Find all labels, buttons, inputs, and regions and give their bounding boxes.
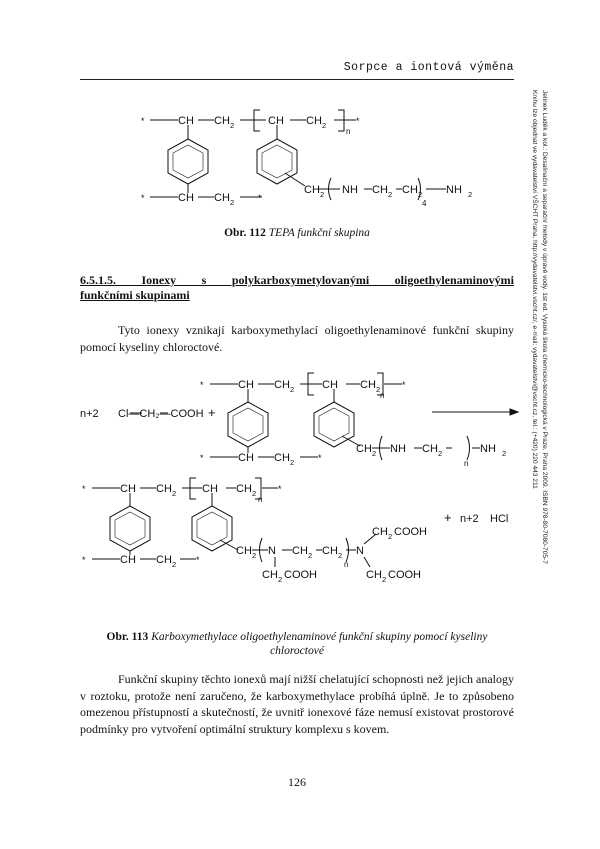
figure113-caption [80, 630, 514, 658]
atom-ch2: CH [262, 569, 278, 581]
atom-ch2: CH [372, 526, 388, 538]
sub-2: 2 [388, 532, 393, 541]
atom-ch2: CH [214, 192, 230, 204]
atom-nh: NH [390, 443, 406, 455]
atom-ch: CH [178, 115, 194, 127]
atom-ch2: CH [366, 569, 382, 581]
paragraph-2-text: Funkční skupiny těchto ionexů mají nižší chelatující schopnosti než jejich analogy v roztoku, protože není zaručeno, že karboxymethylace probíhá úplně. Je to způsobeno omezenou přístupností a skutečností, že uvnitř ionexové fáze nemusí existovat prostorové podmínky pro vytvoření optimální struktury komplexu s kovem. [80, 672, 514, 736]
sub-n: n [346, 127, 351, 136]
plus-sign: + [208, 405, 216, 420]
atom-n: N [268, 545, 276, 557]
page-number: 126 [288, 775, 306, 789]
sub-n: n [258, 495, 263, 504]
atom-ch: CH [120, 483, 136, 495]
atom-nh2: NH [480, 443, 496, 455]
sub-2: 2 [308, 551, 313, 560]
sub-2: 2 [252, 551, 257, 560]
sub-2: 2 [278, 575, 283, 584]
sub-2: 2 [502, 449, 507, 458]
sub-2: 2 [290, 385, 295, 394]
sub-2: 2 [376, 385, 381, 394]
sub-2: 2 [320, 190, 325, 199]
sub-2: 2 [438, 449, 443, 458]
star: * [196, 555, 200, 565]
figure113-caption-text: Karboxymethylace oligoethylenaminové funkční skupiny pomocí kyseliny chloroctové [151, 631, 488, 657]
sub-2: 2 [382, 575, 387, 584]
atom-n: N [356, 545, 364, 557]
atom-ch2: CH [236, 545, 252, 557]
reagent-formula: Cl—CH₂—COOH [118, 408, 204, 420]
atom-ch2: CH [292, 545, 308, 557]
atom-ch2: CH [156, 554, 172, 566]
atom-ch: CH [238, 379, 254, 391]
side-citation-line2: Knihu lze objednat ve vydavatelství VŠCHT Praha, http://vydavatelstvi.vscht.cz/, e-mail: vydavatelstvi@vscht.cz, tel.: (+420) 220 443 211 [531, 90, 538, 489]
sub-2: 2 [290, 458, 295, 467]
sub-2: 2 [468, 190, 473, 199]
atom-ch: CH [120, 554, 136, 566]
star: * [200, 453, 204, 463]
star: * [278, 484, 282, 494]
atom-ch2: CH [304, 184, 320, 196]
sub-2: 2 [172, 489, 177, 498]
sub-2: 2 [230, 121, 235, 130]
atom-ch2: CH [356, 443, 372, 455]
sub-2: 2 [252, 489, 257, 498]
atom-ch: CH [202, 483, 218, 495]
star: * [318, 453, 322, 463]
sub-2: 2 [418, 190, 423, 199]
star: * [402, 380, 406, 390]
plus-sign: + [444, 510, 452, 525]
group-cooh: COOH [388, 569, 421, 581]
reagent-coef: n+2 [80, 408, 99, 420]
figure112-caption [80, 226, 514, 240]
group-cooh: COOH [394, 526, 427, 538]
atom-ch2: CH [156, 483, 172, 495]
atom-ch2: CH [372, 184, 388, 196]
sub-2: 2 [172, 560, 177, 569]
atom-ch2: CH [214, 115, 230, 127]
atom-nh2: NH [446, 184, 462, 196]
atom-ch2: CH [360, 379, 376, 391]
sub-n: n [380, 391, 385, 400]
atom-ch: CH [322, 379, 338, 391]
sub-2: 2 [230, 198, 235, 207]
figure112-caption-label: Obr. 112 [224, 227, 266, 239]
atom-ch: CH [268, 115, 284, 127]
section-heading-line2: funkčními skupinami [80, 288, 190, 302]
atom-ch: CH [238, 452, 254, 464]
star: * [141, 193, 145, 203]
atom-ch2: CH [306, 115, 322, 127]
side-citation-line1: Jelínek Luděk a kol.: Desalinační a separační metody v úpravě vody. 1st ed. Vysoká škola chemicko-technologická v Praze, Praha 2009. ISBN 978-80-7080-705-7 [541, 90, 548, 564]
paragraph-2 [80, 671, 514, 737]
atom-ch: CH [178, 192, 194, 204]
sub-2: 2 [372, 449, 377, 458]
paragraph-1 [80, 322, 514, 355]
sub-n: n [464, 459, 469, 468]
star: * [356, 116, 360, 126]
hcl: HCl [490, 513, 509, 525]
star: * [200, 380, 204, 390]
star: * [82, 555, 86, 565]
atom-ch2: CH [422, 443, 438, 455]
sub-2: 2 [322, 121, 327, 130]
sub-2: 2 [338, 551, 343, 560]
atom-ch2: CH [236, 483, 252, 495]
atom-ch2: CH [274, 379, 290, 391]
star: * [141, 116, 145, 126]
atom-ch2: CH [322, 545, 338, 557]
figure113-caption-label: Obr. 113 [106, 631, 149, 643]
running-header: Sorpce a iontová výměna [343, 61, 514, 74]
figure112-caption-text: TEPA funkční skupina [268, 227, 370, 239]
section-heading [80, 273, 514, 288]
atom-ch2: CH [402, 184, 418, 196]
star: * [82, 484, 86, 494]
sub-4: 4 [422, 199, 427, 208]
atom-nh: NH [342, 184, 358, 196]
sub-n: n [344, 560, 349, 569]
section-title-line1: Ionexy s polykarboxymetylovanými oligoethylenaminovými [141, 273, 514, 287]
sub-2: 2 [388, 190, 393, 199]
atom-ch2: CH [274, 452, 290, 464]
hcl-coef: n+2 [460, 513, 479, 525]
star: * [258, 193, 262, 203]
paragraph-1-text: Tyto ionexy vznikají karboxymethylací oligoethylenaminové funkční skupiny pomocí kyseliny chloroctové. [80, 323, 514, 354]
section-number: 6.5.1.5. [80, 273, 116, 287]
group-cooh: COOH [284, 569, 317, 581]
